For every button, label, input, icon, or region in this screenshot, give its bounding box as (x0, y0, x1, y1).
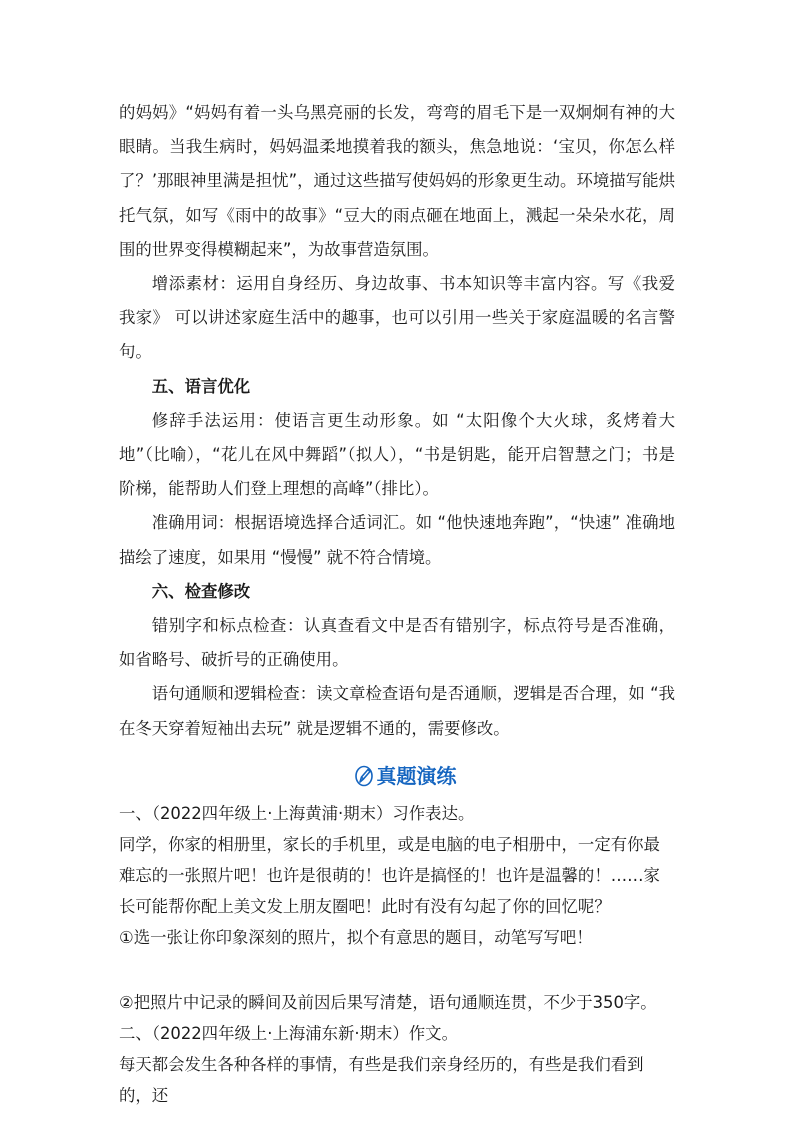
body-paragraph: 修辞手法运用：使语言更生动形象。如 “太阳像个大火球，炙烤着大地”（比喻），“花儿在风中舞蹈”（拟人），“书是钥匙，能开启智慧之门；书是阶梯，能帮助人们登上理想的高峰”（排比）。 (119, 410, 675, 499)
question-body: 每天都会发生各种各样的事情，有些是我们亲身经历的，有些是我们看到的，还 (119, 1054, 644, 1105)
question-requirement: ②把照片中记录的瞬间及前因后果写清楚，语句通顺连贯，不少于350字。 (119, 992, 657, 1012)
question-body: 同学，你家的相册里，家长的手机里，或是电脑的电子相册中，一定有你最难忘的一张照片吧！也许是很萌的！也许是搞怪的！也许是温馨的！……家长可能帮你配上美文发上朋友圈吧！此时有没有勾起了你的回忆呢？ (119, 834, 660, 916)
body-paragraph: 准确用词：根据语境选择合适词汇。如 “他快速地奔跑”，“快速” 准确地描绘了速度，如果用 “慢慢” 就不符合情境。 (119, 513, 675, 567)
pencil-icon (354, 765, 374, 787)
body-paragraph: 错别字和标点检查：认真查看文中是否有错别字，标点符号是否准确，如省略号、破折号的正确使用。 (119, 616, 675, 670)
body-paragraph: 语句通顺和逻辑检查：读文章检查语句是否通顺，逻辑是否合理，如 “我在冬天穿着短袖出去玩” 就是逻辑不通的，需要修改。 (119, 684, 675, 738)
body-paragraph: 的妈妈》“妈妈有着一头乌黑亮丽的长发，弯弯的眉毛下是一双炯炯有神的大眼睛。当我生病时，妈妈温柔地摸着我的额头，焦急地说：‘宝贝，你怎么样了？’那眼神里满是担忧”，通过这些描写使妈妈的形象更生动。环境描写能烘托气氛，如写《雨中的故事》“豆大的雨点砸在地面上，溅起一朵朵水花，周围的世界变得模糊起来”，为故事营造氛围。 (119, 103, 675, 259)
question-requirement: ①选一张让你印象深刻的照片，拟个有意思的题目，动笔写写吧！ (119, 927, 593, 947)
answer-gap (119, 953, 675, 987)
section-banner (119, 754, 675, 798)
banner-title: 真题演练 (376, 763, 457, 788)
question-title: 一、（2022四年级上·上海黄浦·期末）习作表达。 (119, 803, 475, 823)
document-body (119, 96, 675, 1111)
body-paragraph: 增添素材：运用自身经历、身边故事、书本知识等丰富内容。写《我爱我家》 可以讲述家庭生活中的趣事，也可以引用一些关于家庭温暖的名言警句。 (119, 274, 675, 362)
section-heading-revise: 六、检查修改 (151, 581, 251, 601)
section-heading-language: 五、语言优化 (151, 376, 251, 396)
question-title: 二、（2022四年级上·上海浦东新·期末）作文。 (119, 1023, 458, 1043)
